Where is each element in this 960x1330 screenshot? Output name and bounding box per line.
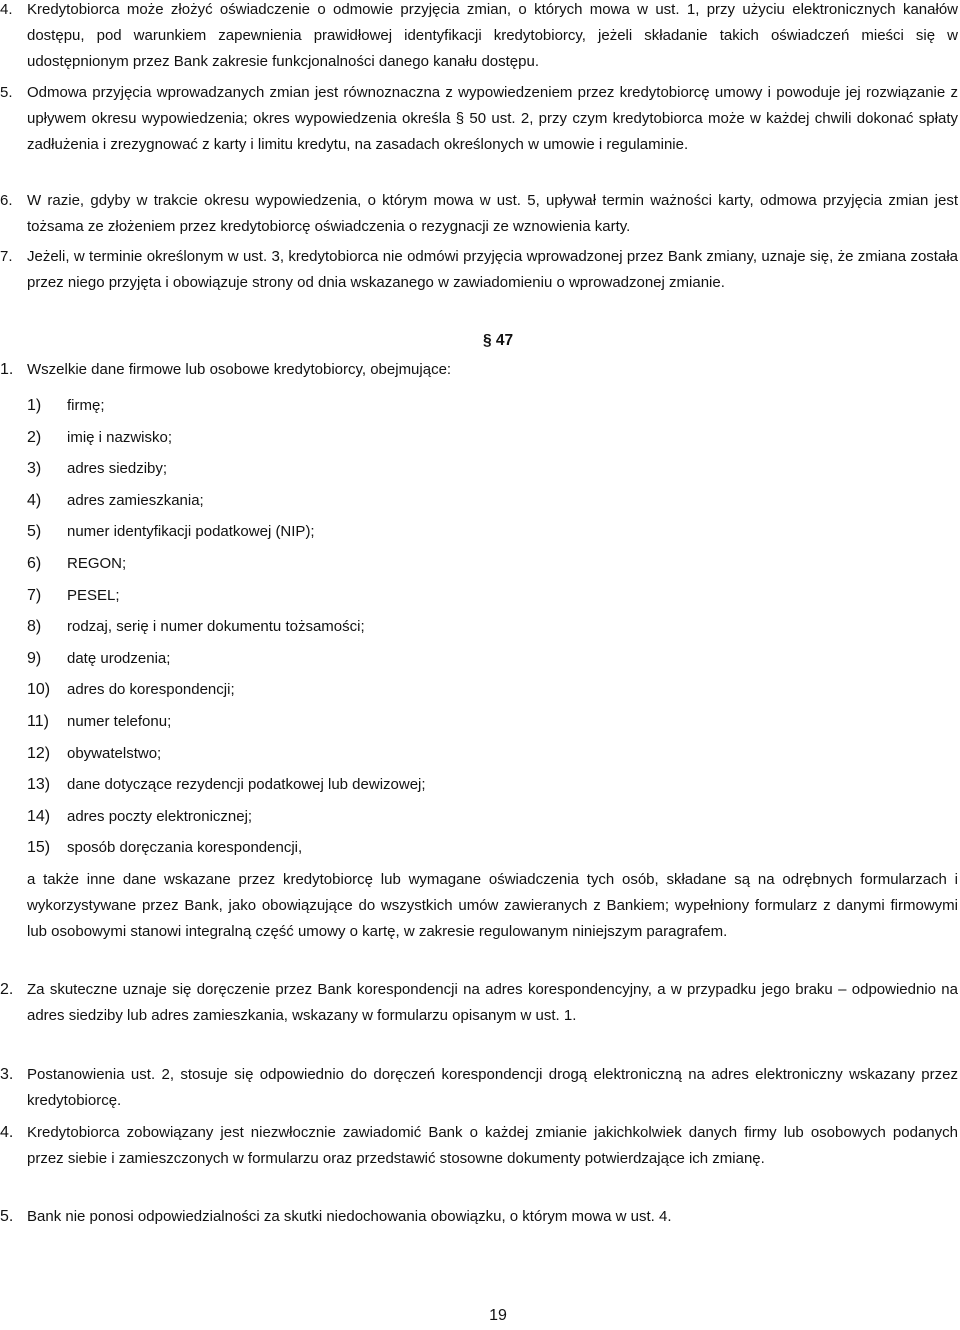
paragraph-1-intro [0, 357, 958, 383]
list-item-number: 3) [27, 460, 42, 478]
paragraph-text: W razie, gdyby w trakcie okresu wypowiedzenia, o którym mowa w ust. 5, upływał termin ważności karty, odmowa przyjęcia zmian jest tożsama ze złożeniem przez kredytobiorcę oświadczenia o rezygnacji ze wznowienia karty. [27, 192, 958, 235]
paragraph-text: Kredytobiorca może złożyć oświadczenie o odmowie przyjęcia zmian, o których mowa w ust. 1, przy użyciu elektronicznych kanałów dostępu, pod warunkiem zapewnienia prawidłowej identyfikacji kredytobiorcy, jeżeli składanie takich oświadczeń mieści się w udostępnionym przez Bank zakresie funkcjonalności danego kanału dostępu. [27, 1, 958, 70]
paragraph-text: Za skuteczne uznaje się doręczenie przez Bank korespondencji na adres korespondencyjny, a w przypadku jego braku – odpowiednio na adres siedziby lub adres zamieszkania, wskazany w formularzu opisanym w ust. 1. [27, 981, 958, 1024]
list-item-number: 7) [27, 586, 42, 604]
list-item-number: 9) [27, 649, 42, 667]
paragraph-number: 1. [0, 361, 14, 378]
paragraph-5-bottom [0, 1204, 958, 1230]
list-item [27, 488, 426, 520]
paragraph-3 [0, 1062, 958, 1114]
paragraph-text: Jeżeli, w terminie określonym w ust. 3, kredytobiorca nie odmówi przyjęcia wprowadzonej przez Bank zmiany, uznaje się, że zmiana została przez niego przyjęta i obowiązuje strony od dnia wskazanego w zawiadomieniu o wprowadzonej zmianie. [27, 248, 958, 291]
paragraph-4 [0, 0, 958, 75]
list-item-text: adres poczty elektronicznej; [67, 807, 253, 825]
list-item [27, 614, 426, 646]
list-item [27, 709, 426, 741]
paragraph-number: 6. [0, 192, 13, 209]
paragraph-2 [0, 977, 958, 1029]
page-number: 19 [489, 1307, 507, 1324]
paragraph-text: a także inne dane wskazane przez kredytobiorcę lub wymagane oświadczenia tych osób, składane są na odrębnych formularzach i wykorzystywane przez Bank, jako obowiązujące do wszystkich umów zawieranych z Bankiem; wypełniony formularz z danymi firmowymi lub osobowymi stanowi integralną część umowy o kartę, w zakresie regulowanym niniejszym paragrafem. [27, 871, 958, 940]
list-item [27, 583, 426, 615]
list-item [27, 519, 426, 551]
list-item-text: dane dotyczące rezydencji podatkowej lub dewizowej; [67, 776, 426, 794]
list-item-number: 10) [27, 681, 51, 699]
list-item-number: 8) [27, 618, 42, 636]
section-title: § 47 [483, 332, 514, 349]
list-item [27, 646, 426, 678]
list-item-text: adres zamieszkania; [67, 491, 204, 509]
paragraph-number: 7. [0, 248, 13, 265]
paragraph-4-bottom [0, 1120, 958, 1172]
list-item-number: 6) [27, 554, 42, 572]
list-item [27, 456, 426, 488]
list-item [27, 772, 426, 804]
list-item-number: 11) [27, 712, 49, 730]
list-item-text: numer identyfikacji podatkowej (NIP); [67, 523, 315, 541]
list-item [27, 677, 426, 709]
list-item-text: adres siedziby; [67, 460, 168, 478]
paragraph-1-closing [27, 867, 958, 945]
paragraph-number: 5. [0, 84, 13, 101]
list-item-text: adres do korespondencji; [67, 681, 235, 699]
list-item-number: 5) [27, 523, 42, 541]
list-item-number: 13) [27, 776, 51, 794]
paragraph-text: Postanowienia ust. 2, stosuje się odpowiednio do doręczeń korespondencji drogą elektroniczną na adres elektroniczny wskazany przez kredytobiorcę. [27, 1066, 958, 1109]
list-item-text: PESEL; [67, 586, 120, 604]
paragraph-number: 4. [0, 1, 13, 18]
paragraph-text: Odmowa przyjęcia wprowadzanych zmian jest równoznaczna z wypowiedzeniem przez kredytobiorcę umowy i powoduje jej rozwiązanie z upływem okresu wypowiedzenia; okres wypowiedzenia określa § 50 ust. 2, przy czym kredytobiorca może w każdej chwili dokonać spłaty zadłużenia i zrezygnować z karty i limitu kredytu, na zasadach określonych w umowie i regulaminie. [27, 84, 958, 153]
list-item [27, 425, 426, 457]
paragraph-number: 2. [0, 981, 14, 998]
list-item-number: 12) [27, 744, 51, 762]
list-item [27, 551, 426, 583]
list-item-text: obywatelstwo; [67, 744, 162, 762]
paragraph-text: Wszelkie dane firmowe lub osobowe kredytobiorcy, obejmujące: [27, 361, 452, 378]
paragraph-text: Bank nie ponosi odpowiedzialności za skutki niedochowania obowiązku, o którym mowa w ust. 4. [27, 1208, 672, 1225]
list-item [27, 804, 426, 836]
list-item-number: 4) [27, 491, 42, 509]
paragraph-number: 3. [0, 1066, 14, 1083]
list-item-number: 15) [27, 839, 51, 857]
list-item-number: 14) [27, 807, 51, 825]
list-item-text: sposób doręczania korespondencji, [67, 839, 303, 857]
paragraph-6 [0, 188, 958, 240]
paragraph-number: 4. [0, 1124, 14, 1141]
paragraph-number: 5. [0, 1208, 14, 1225]
list-item-text: numer telefonu; [67, 712, 172, 730]
list-item [27, 835, 426, 867]
list-item-text: rodzaj, serię i numer dokumentu tożsamości; [67, 618, 365, 636]
list-item-number: 2) [27, 428, 42, 446]
list-item [27, 741, 426, 773]
paragraph-5 [0, 80, 958, 158]
list-item-text: firmę; [67, 397, 105, 414]
paragraph-text: Kredytobiorca zobowiązany jest niezwłocznie zawiadomić Bank o każdej zmianie jakichkolwiek danych firmy lub osobowych podanych przez siebie i zamieszczonych w formularzu oraz przedstawić stosowne dokumenty potwierdzające ich zmianę. [27, 1124, 958, 1167]
list-item [27, 393, 426, 425]
paragraph-7 [0, 244, 958, 296]
list-item-text: REGON; [67, 554, 127, 572]
data-fields-list [27, 393, 426, 867]
list-item-text: datę urodzenia; [67, 649, 171, 667]
list-item-number: 1) [27, 397, 42, 414]
list-item-text: imię i nazwisko; [67, 428, 173, 446]
